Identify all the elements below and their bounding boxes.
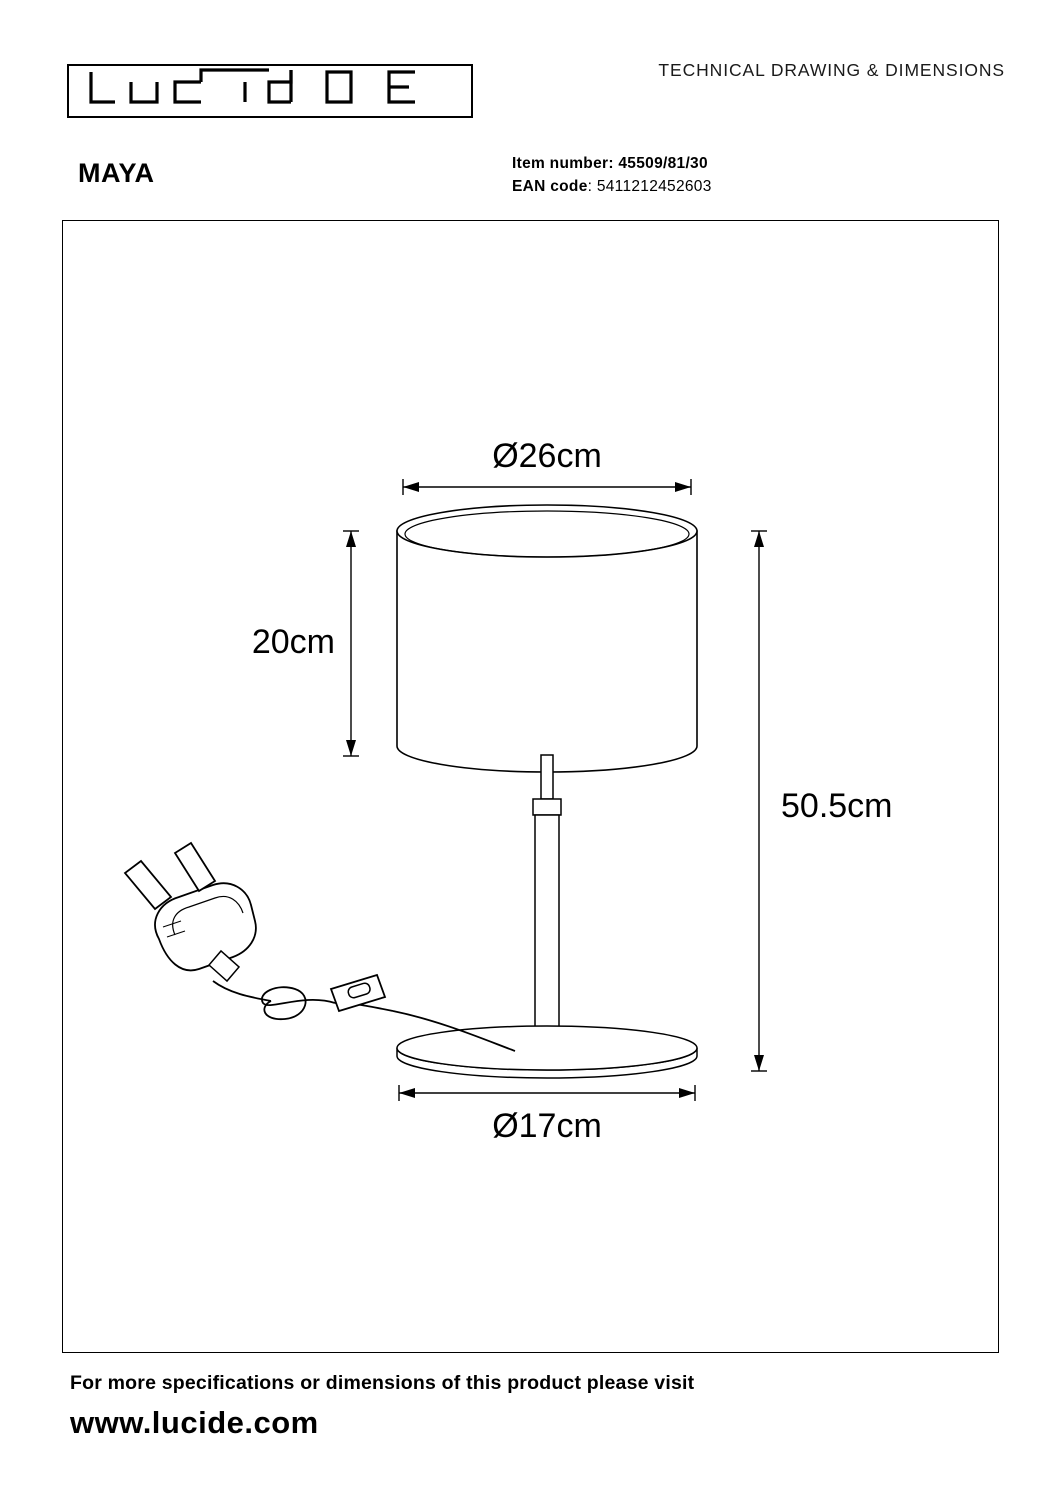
- technical-drawing-frame: [62, 220, 999, 1353]
- lamp-base: [397, 1026, 697, 1078]
- footer-note: For more specifications or dimensions of this product please visit: [70, 1372, 695, 1394]
- lamp-shade: [397, 505, 697, 772]
- shade-diameter-dimension-line: [403, 479, 691, 495]
- base-diameter-dimension-line: [399, 1085, 695, 1101]
- ean-code: [512, 178, 712, 196]
- lamp-technical-drawing: [63, 221, 997, 1351]
- lucide-logo: [67, 64, 473, 118]
- item-number-label: Item number:: [512, 155, 614, 172]
- base-diameter-label: Ø17cm: [492, 1107, 602, 1145]
- item-number: [512, 155, 708, 173]
- cord-switch: [331, 975, 385, 1011]
- item-number-value: 45509/81/30: [618, 155, 708, 172]
- footer-url[interactable]: www.lucide.com: [70, 1405, 319, 1440]
- ean-separator: :: [587, 178, 593, 195]
- page-title: MAYA: [78, 158, 155, 188]
- shade-height-label: 20cm: [251, 623, 335, 661]
- shade-height-dimension-line: [343, 531, 359, 756]
- header-caption: TECHNICAL DRAWING & DIMENSIONS: [658, 60, 1005, 80]
- total-height-label: 50.5cm: [781, 787, 893, 825]
- lucide-logo-icon: [69, 66, 471, 116]
- shade-diameter-label: Ø26cm: [492, 437, 602, 475]
- ean-label: EAN code: [512, 178, 588, 195]
- power-plug: [125, 843, 256, 981]
- lamp-stem: [533, 755, 561, 1049]
- total-height-dimension-line: [751, 531, 767, 1071]
- ean-value: 5411212452603: [596, 178, 712, 195]
